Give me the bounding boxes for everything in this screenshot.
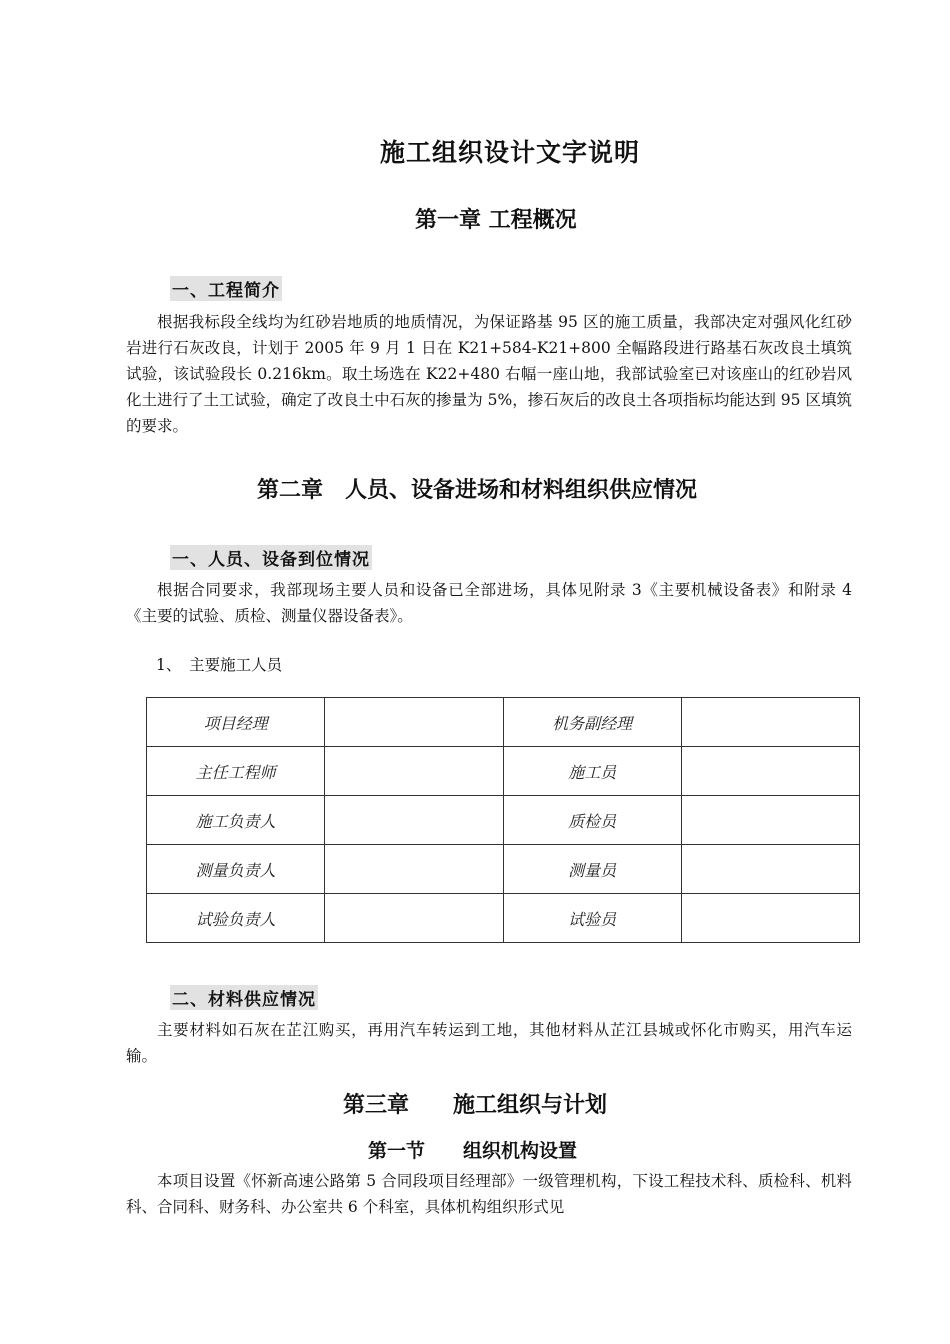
chapter-3-title: 第三章 施工组织与计划 xyxy=(343,1093,608,1118)
table-row xyxy=(147,845,860,894)
organization-paragraph: 本项目设置《怀新高速公路第 5 合同段项目经理部》一级管理机构，下设工程技术科、质检科、机料科、合同科、财务科、办公室共 6 个科室，具体机构组织形式见 xyxy=(126,1172,852,1216)
staff-table xyxy=(146,697,860,943)
table-row xyxy=(147,698,860,747)
section-organization-title: 第一节 组织机构设置 xyxy=(368,1140,578,1162)
list-item-main-staff: 1、 主要施工人员 xyxy=(156,656,283,674)
table-cell: 测量负责人 xyxy=(147,845,325,894)
chapter-1-title: 第一章 工程概况 xyxy=(415,208,577,233)
table-row xyxy=(147,747,860,796)
document-title: 施工组织设计文字说明 xyxy=(379,138,640,167)
material-supply-paragraph: 主要材料如石灰在芷江购买，再用汽车转运到工地，其他材料从芷江县城或怀化市购买，用汽车运输。 xyxy=(126,1021,852,1065)
section-material-supply-heading: 二、材料供应情况 xyxy=(170,985,318,1010)
table-cell xyxy=(325,747,503,796)
table-cell xyxy=(325,894,503,943)
table-cell xyxy=(681,796,859,845)
table-cell xyxy=(325,698,503,747)
table-cell: 机务副经理 xyxy=(503,698,681,747)
table-cell xyxy=(325,796,503,845)
table-cell xyxy=(681,747,859,796)
table-cell: 施工负责人 xyxy=(147,796,325,845)
table-cell xyxy=(681,698,859,747)
table-cell xyxy=(681,845,859,894)
chapter-2-title: 第二章 人员、设备进场和材料组织供应情况 xyxy=(257,478,698,503)
table-cell: 主任工程师 xyxy=(147,747,325,796)
staff-equipment-paragraph: 根据合同要求，我部现场主要人员和设备已全部进场，具体见附录 3《主要机械设备表》和附录 4《主要的试验、质检、测量仪器设备表》。 xyxy=(126,581,852,625)
table-cell xyxy=(681,894,859,943)
table-cell: 试验员 xyxy=(503,894,681,943)
table-cell: 质检员 xyxy=(503,796,681,845)
table-cell: 测量员 xyxy=(503,845,681,894)
table-row xyxy=(147,894,860,943)
project-intro-paragraph: 根据我标段全线均为红砂岩地质的地质情况，为保证路基 95 区的施工质量，我部决定对强风化红砂岩进行石灰改良，计划于 2005 年 9 月 1 日在 K21+584-K21+800 全幅路段进行路基石灰改良土填筑试验，该试验段长 0.216km。取土场选在 K22+480 右幅一座山地，我部试验室已对该座山的红砂岩风化土进行了土工试验，确定了改良土中石灰的掺量为 5%，掺石灰后的改良土各项指标均能达到 95 区填筑的要求。 xyxy=(126,313,852,435)
table-cell xyxy=(325,845,503,894)
table-cell: 项目经理 xyxy=(147,698,325,747)
table-row xyxy=(147,796,860,845)
table-cell: 施工员 xyxy=(503,747,681,796)
section-project-intro-heading: 一、工程简介 xyxy=(170,276,282,301)
section-staff-equipment-heading: 一、人员、设备到位情况 xyxy=(170,545,372,570)
table-cell: 试验负责人 xyxy=(147,894,325,943)
